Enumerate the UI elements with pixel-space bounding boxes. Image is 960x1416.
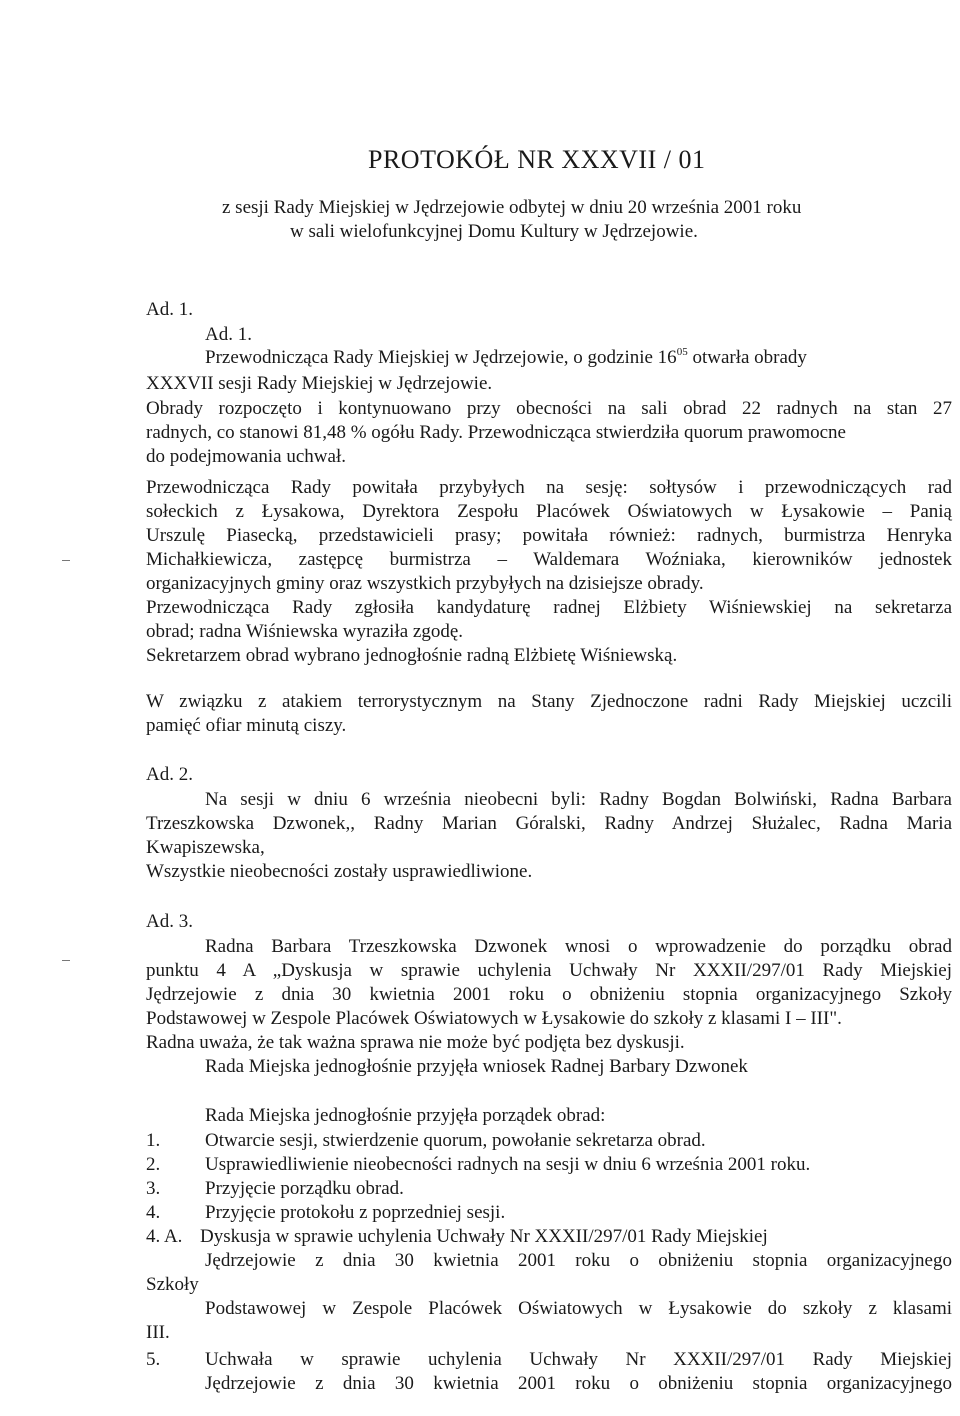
paragraph-line: organizacyjnych gminy oraz wszystkich przybyłych na dzisiejsze obrady.: [146, 573, 704, 594]
agenda-item-number: 2.: [146, 1154, 161, 1175]
agenda-item-continuation: III.: [146, 1322, 170, 1343]
paragraph-line: Sekretarzem obrad wybrano jednogłośnie radną Elżbietę Wiśniewską.: [146, 645, 678, 666]
agenda-item-number: 3.: [146, 1178, 161, 1199]
agenda-item-text: Dyskusja w sprawie uchylenia Uchwały Nr XXXII/297/01 Rady Miejskiej: [200, 1226, 768, 1247]
agenda-item-continuation: Podstawowej w Zespole Placówek Oświatowych w Łysakowie do szkoły z klasami: [205, 1298, 952, 1319]
agenda-item-continuation: Jędrzejowie z dnia 30 kwietnia 2001 roku o obniżeniu stopnia organizacyjnego: [205, 1373, 952, 1394]
agenda-item-text: Przyjęcie protokołu z poprzedniej sesji.: [205, 1202, 506, 1223]
agenda-item-text: Otwarcie sesji, stwierdzenie quorum, powołanie sekretarza obrad.: [205, 1130, 706, 1151]
paragraph-line: Kwapiszewska,: [146, 837, 265, 858]
document-title: PROTOKÓŁ NR XXXVII / 01: [368, 145, 706, 174]
paragraph-line: sołeckich z Łysakowa, Dyrektora Zespołu Placówek Oświatowych w Łysakowie – Panią: [146, 501, 952, 522]
agenda-item-continuation: Jędrzejowie z dnia 30 kwietnia 2001 roku o obniżeniu stopnia organizacyjnego: [205, 1250, 952, 1271]
agenda-item-text: Uchwała w sprawie uchylenia Uchwały Nr XXXII/297/01 Rady Miejskiej: [205, 1349, 952, 1370]
paragraph-line: pamięć ofiar minutą ciszy.: [146, 715, 347, 736]
paragraph-line: Urszulę Piasecką, przedstawicieli prasy; powitała również: radnych, burmistrza Henryka: [146, 525, 952, 546]
paragraph-line: W związku z atakiem terrorystycznym na Stany Zjednoczone radni Rady Miejskiej uczcili: [146, 691, 952, 712]
agenda-item-text: Przyjęcie porządku obrad.: [205, 1178, 404, 1199]
paragraph-line: Na sesji w dniu 6 września nieobecni byli: Radny Bogdan Bolwiński, Radna Barbara: [205, 789, 952, 810]
margin-mark: [62, 560, 70, 561]
paragraph-line: XXXVII sesji Rady Miejskiej w Jędrzejowie.: [146, 373, 493, 394]
agenda-item-text: Usprawiedliwienie nieobecności radnych na sesji w dniu 6 września 2001 roku.: [205, 1154, 811, 1175]
agenda-item-number: 4. A.: [146, 1226, 183, 1247]
paragraph-line: Przewodnicząca Rady zgłosiła kandydaturę radnej Elżbiety Wiśniewskiej na sekretarza: [146, 597, 952, 618]
margin-mark: [62, 960, 70, 961]
subtitle-line: w sali wielofunkcyjnej Domu Kultury w Jędrzejowie.: [290, 221, 698, 242]
paragraph-line: Obrady rozpoczęto i kontynuowano przy obecności na sali obrad 22 radnych na stan 27: [146, 398, 952, 419]
paragraph-line: Michałkiewicza, zastępcę burmistrza – Waldemara Woźniaka, kierowników jednostek: [146, 549, 952, 570]
paragraph-line: Rada Miejska jednogłośnie przyjęła wniosek Radnej Barbary Dzwonek: [205, 1056, 748, 1077]
agenda-item-number: 4.: [146, 1202, 161, 1223]
paragraph-line: punktu 4 A „Dyskusja w sprawie uchylenia Uchwały Nr XXXII/297/01 Rady Miejskiej: [146, 960, 952, 981]
agenda-intro: Rada Miejska jednogłośnie przyjęła porządek obrad:: [205, 1105, 606, 1126]
paragraph-line: radnych, co stanowi 81,48 % ogółu Rady. Przewodnicząca stwierdziła quorum prawomocne: [146, 422, 846, 443]
agenda-item-number: 1.: [146, 1130, 161, 1151]
section-heading-ad1: Ad. 1.: [146, 299, 193, 320]
paragraph-line: Przewodnicząca Rady powitała przybyłych na sesję: sołtysów i przewodniczących rad: [146, 477, 952, 498]
paragraph-line: Wszystkie nieobecności zostały usprawiedliwione.: [146, 861, 533, 882]
section-heading-ad3: Ad. 3.: [146, 911, 193, 932]
agenda-item-number: 5.: [146, 1349, 161, 1370]
paragraph-line: Radna uważa, że tak ważna sprawa nie może być podjęta bez dyskusji.: [146, 1032, 685, 1053]
agenda-item-continuation: Szkoły: [146, 1274, 199, 1295]
paragraph-line: Przewodnicząca Rady Miejskiej w Jędrzejowie, o godzinie $16^{05}$ otwarła obrady: [205, 346, 807, 368]
subtitle-line: z sesji Rady Miejskiej w Jędrzejowie odbytej w dniu 20 września 2001 roku: [222, 197, 802, 218]
paragraph-line: Podstawowej w Zespole Placówek Oświatowych w Łysakowie do szkoły z klasami I – III".: [146, 1008, 842, 1029]
section-heading-ad2: Ad. 2.: [146, 764, 193, 785]
paragraph-line: do podejmowania uchwał.: [146, 446, 346, 467]
section-heading-ad1-repeat: Ad. 1.: [205, 324, 252, 345]
paragraph-line: Trzeszkowska Dzwonek,, Radny Marian Góralski, Radny Andrzej Służalec, Radna Maria: [146, 813, 952, 834]
paragraph-line: obrad; radna Wiśniewska wyraziła zgodę.: [146, 621, 464, 642]
paragraph-line: Jędrzejowie z dnia 30 kwietnia 2001 roku o obniżeniu stopnia organizacyjnego Szkoły: [146, 984, 952, 1005]
paragraph-line: Radna Barbara Trzeszkowska Dzwonek wnosi o wprowadzenie do porządku obrad: [205, 936, 952, 957]
